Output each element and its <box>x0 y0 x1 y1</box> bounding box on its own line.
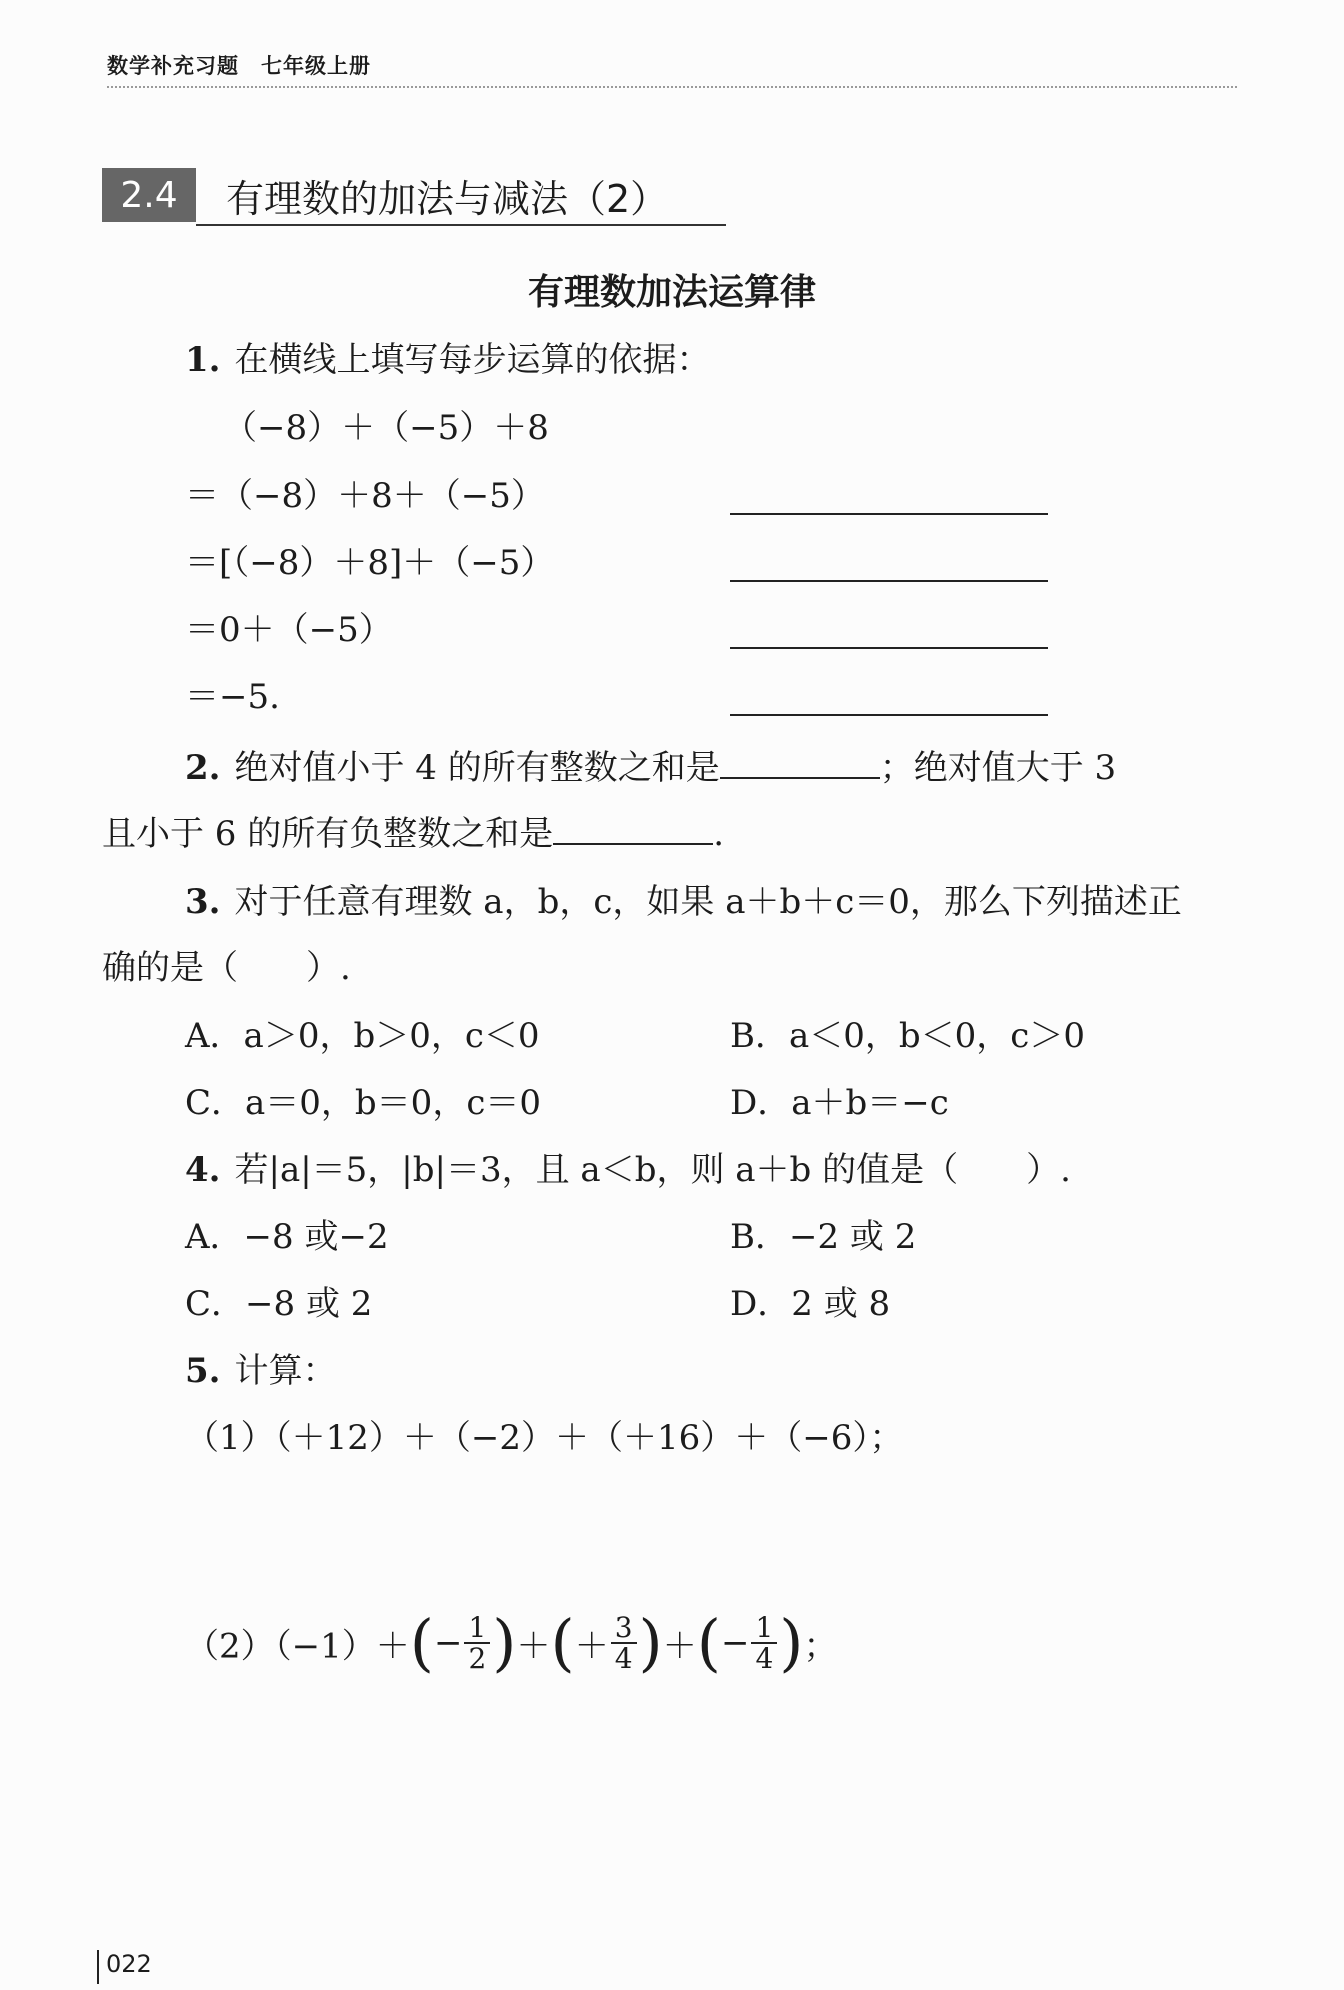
question-number: 1. <box>185 340 221 380</box>
numerator: 1 <box>751 1613 777 1644</box>
question-4 <box>185 1142 1071 1191</box>
q5-text: 计算： <box>234 1351 337 1391</box>
question-number: 4. <box>185 1150 221 1190</box>
answer-blank[interactable] <box>720 747 880 779</box>
q5-p2-lead: （−1）＋ <box>274 1626 410 1667</box>
page-number: 022 <box>106 1950 152 1978</box>
answer-blank-3[interactable] <box>730 647 1048 649</box>
plus: ＋ <box>516 1626 551 1667</box>
question-text: 在横线上填写每步运算的依据： <box>234 340 711 380</box>
q2-text-d: . <box>713 814 725 854</box>
q2-text-b: ；绝对值大于 3 <box>879 748 1117 788</box>
answer-blank-1[interactable] <box>730 513 1048 515</box>
right-paren: ) <box>779 1606 804 1679</box>
q4-option-d[interactable]: D．2 或 8 <box>730 1284 891 1324</box>
q3-option-b[interactable]: B．a＜0，b＜0，c＞0 <box>730 1016 1085 1056</box>
left-paren: ( <box>696 1606 721 1679</box>
q5-p2-label: （2） <box>185 1626 275 1667</box>
question-1 <box>185 332 711 381</box>
q3-option-c[interactable]: C．a＝0，b＝0，c＝0 <box>185 1083 541 1123</box>
question-number: 3. <box>185 882 221 922</box>
q3-option-d[interactable]: D．a＋b＝−c <box>730 1083 949 1123</box>
end-punct: ； <box>803 1626 838 1667</box>
running-header: 数学补充习题 七年级上册 <box>107 54 371 78</box>
fraction-2 <box>611 1610 637 1675</box>
sign: ＋ <box>574 1626 609 1667</box>
sign: − <box>433 1623 463 1663</box>
q5-part-2 <box>185 1606 838 1679</box>
fraction-3 <box>751 1610 777 1675</box>
section-number: 2.4 <box>102 168 196 222</box>
question-3-line-2: 确的是（ ）. <box>102 948 351 988</box>
numerator: 1 <box>464 1613 490 1644</box>
answer-blank-2[interactable] <box>730 580 1048 582</box>
q2-text-c: 且小于 6 的所有负整数之和是 <box>102 814 554 854</box>
section-title: 有理数的加法与减法（2） <box>226 177 669 221</box>
q2-text-a: 绝对值小于 4 的所有整数之和是 <box>234 748 720 788</box>
section-title-underline <box>196 224 726 226</box>
answer-blank[interactable] <box>553 813 713 845</box>
question-number: 2. <box>185 748 221 788</box>
page-number-bar <box>97 1950 99 1984</box>
right-paren: ) <box>492 1606 517 1679</box>
answer-blank-4[interactable] <box>730 714 1048 716</box>
q3-text: 对于任意有理数 a，b，c，如果 a＋b＋c＝0，那么下列描述正 <box>234 882 1182 922</box>
header-divider <box>107 86 1237 88</box>
denominator: 4 <box>614 1642 633 1675</box>
question-number: 5. <box>185 1351 221 1391</box>
q5-part-1: （1）（＋12）＋（−2）＋（＋16）＋（−6）； <box>185 1418 904 1458</box>
numerator: 3 <box>611 1613 637 1644</box>
subtitle: 有理数加法运算律 <box>527 272 816 313</box>
q4-option-a[interactable]: A．−8 或−2 <box>185 1217 389 1257</box>
q3-option-a[interactable]: A．a＞0，b＞0，c＜0 <box>185 1016 540 1056</box>
question-2-line-1 <box>185 740 1116 789</box>
q4-text: 若|a|＝5，|b|＝3，且 a＜b，则 a＋b 的值是（ ）. <box>234 1150 1071 1190</box>
q4-option-b[interactable]: B．−2 或 2 <box>730 1217 917 1257</box>
question-2-line-2 <box>102 806 724 855</box>
q1-step-4: ＝−5. <box>185 677 280 717</box>
right-paren: ) <box>638 1606 663 1679</box>
plus: ＋ <box>662 1626 697 1667</box>
sign: − <box>720 1623 750 1663</box>
q4-option-c[interactable]: C．−8 或 2 <box>185 1284 373 1324</box>
question-3-line-1 <box>185 874 1182 923</box>
question-5 <box>185 1343 337 1392</box>
q1-step-0: （−8）＋（−5）＋8 <box>223 408 549 448</box>
left-paren: ( <box>409 1606 434 1679</box>
q1-step-1: ＝（−8）＋8＋（−5） <box>185 476 545 516</box>
q1-step-3: ＝0＋（−5） <box>185 610 393 650</box>
left-paren: ( <box>550 1606 575 1679</box>
denominator: 2 <box>468 1642 487 1675</box>
fraction-1 <box>464 1610 490 1675</box>
q1-step-2: ＝[（−8）＋8]＋（−5） <box>185 543 555 583</box>
denominator: 4 <box>755 1642 774 1675</box>
